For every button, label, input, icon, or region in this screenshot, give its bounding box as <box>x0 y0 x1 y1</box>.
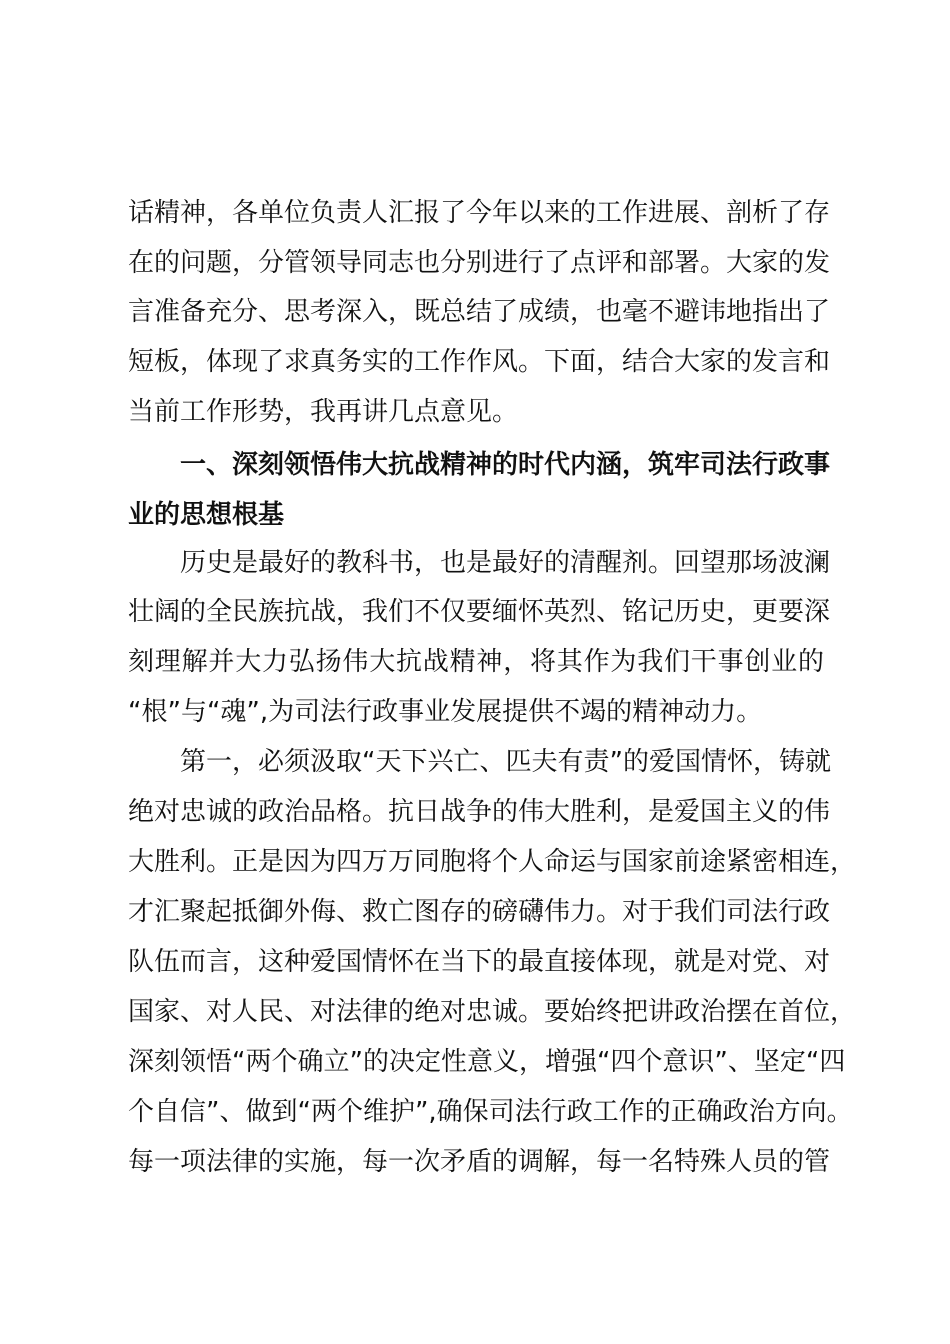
body-text-line: 国家、对人民、对法律的绝对忠诚。要始终把讲政治摆在首位， <box>128 997 857 1027</box>
body-text-line: 才汇聚起抵御外侮、救亡图存的磅礴伟力。对于我们司法行政 <box>128 897 831 927</box>
body-text-line: 个自信”、做到“两个维护”,确保司法行政工作的正确政治方向。 <box>128 1097 853 1127</box>
body-text-line: 深刻领悟“两个确立”的决定性意义，增强“四个意识”、坚定“四 <box>128 1047 846 1077</box>
body-text-line: “根”与“魂”,为司法行政事业发展提供不竭的精神动力。 <box>128 697 763 727</box>
body-text-line: 每一项法律的实施，每一次矛盾的调解，每一名特殊人员的管 <box>128 1147 831 1177</box>
body-text-line: 历史是最好的教科书，也是最好的清醒剂。回望那场波澜 <box>180 548 831 578</box>
section-heading: 业的思想根基 <box>128 500 285 530</box>
section-heading: 一、深刻领悟伟大抗战精神的时代内涵，筑牢司法行政事 <box>180 450 831 480</box>
body-text-line: 第一，必须汲取“天下兴亡、匹夫有责”的爱国情怀，铸就 <box>180 747 831 777</box>
body-text-line: 壮阔的全民族抗战，我们不仅要缅怀英烈、铭记历史，更要深 <box>128 597 831 627</box>
body-text-line: 大胜利。正是因为四万万同胞将个人命运与国家前途紧密相连， <box>128 847 857 877</box>
body-text-line: 队伍而言，这种爱国情怀在当下的最直接体现，就是对党、对 <box>128 947 831 977</box>
body-text-line: 在的问题，分管领导同志也分别进行了点评和部署。大家的发 <box>128 248 831 278</box>
body-text-line: 话精神，各单位负责人汇报了今年以来的工作进展、剖析了存 <box>128 198 831 228</box>
body-text-line: 绝对忠诚的政治品格。抗日战争的伟大胜利，是爱国主义的伟 <box>128 797 831 827</box>
body-text-line: 短板，体现了求真务实的工作作风。下面，结合大家的发言和 <box>128 347 831 377</box>
body-text-line: 当前工作形势，我再讲几点意见。 <box>128 397 519 427</box>
body-text-line: 刻理解并大力弘扬伟大抗战精神，将其作为我们干事创业的 <box>128 647 824 677</box>
body-text-line: 言准备充分、思考深入，既总结了成绩，也毫不避讳地指出了 <box>128 297 831 327</box>
